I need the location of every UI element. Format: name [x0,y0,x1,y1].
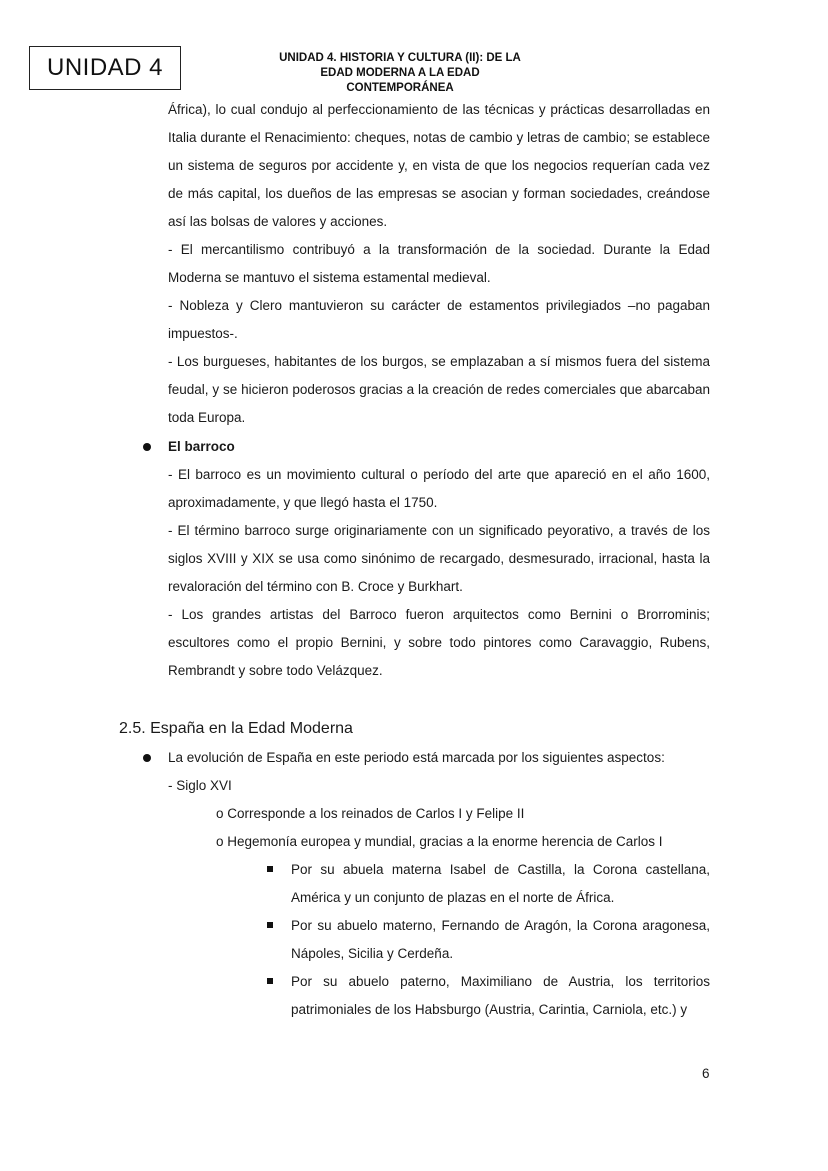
barroco-heading: El barroco [168,439,235,454]
title-line-1: UNIDAD 4. HISTORIA Y CULTURA (II): DE LA [279,52,521,64]
section-intro: La evolución de España en este periodo está marcada por los siguientes aspectos: [168,750,665,765]
sub-item-hegemonia: o Hegemonía europea y mundial, gracias a la enorme herencia de Carlos I [216,834,663,849]
section-title: 2.5. España en la Edad Moderna [119,720,353,737]
unit-label: UNIDAD 4 [46,54,164,81]
title-line-3: CONTEMPORÁNEA [346,82,454,94]
bullet-dot [143,443,151,451]
title-line-2: EDAD MODERNA A LA EDAD [320,67,480,79]
paragraph-mercantilismo: - El mercantilismo contribuyó a la transformación de la sociedad. Durante la Edad Moderna se mantuvo el sistema estamental medieval. [168,242,710,285]
bullet-dot [143,754,151,762]
paragraph-barroco-2: - El término barroco surge originariamente con un significado peyorativo, a través de los siglos XVIII y XIX se usa como sinónimo de recargado, desmesurado, irracional, hasta la revaloración del término con B. Croce y Burkhart. [168,523,710,594]
page-number: 6 [702,1066,710,1081]
unit-label-box [29,46,181,90]
document-title [262,51,538,96]
paragraph-nobleza: - Nobleza y Clero mantuvieron su carácter de estamentos privilegiados –no pagaban impuestos-. [168,298,710,341]
square-bullet [267,922,273,928]
herencia-austria: Por su abuelo paterno, Maximiliano de Austria, los territorios patrimoniales de los Habsburgo (Austria, Carintia, Carniola, etc.) y [291,974,710,1017]
siglo-xvi: - Siglo XVI [168,778,232,793]
herencia-aragon: Por su abuelo materno, Fernando de Aragón, la Corona aragonesa, Nápoles, Sicilia y Cerdeña. [291,918,710,961]
paragraph-barroco-3: - Los grandes artistas del Barroco fueron arquitectos como Bernini o Brorrominis; escultores como el propio Bernini, y sobre todo pintores como Caravaggio, Rubens, Rembrandt y sobre todo Velázquez. [168,607,710,678]
paragraph-burgueses: - Los burgueses, habitantes de los burgos, se emplazaban a sí mismos fuera del sistema feudal, y se hicieron poderosos gracias a la creación de redes comerciales que abarcaban toda Europa. [168,354,710,425]
paragraph-commerce: África), lo cual condujo al perfeccionamiento de las técnicas y prácticas desarrolladas en Italia durante el Renacimiento: cheques, notas de cambio y letras de cambio; se establece un sistema de seguros por accidente y, en vista de que los negocios requerían cada vez de más capital, los dueños de las empresas se asocian y forman sociedades, creándose así las bolsas de valores y acciones. [168,102,710,229]
sub-item-reinados: o Corresponde a los reinados de Carlos I y Felipe II [216,806,525,821]
square-bullet [267,978,273,984]
paragraph-barroco-1: - El barroco es un movimiento cultural o período del arte que apareció en el año 1600, aproximadamente, y que llegó hasta el 1750. [168,467,710,510]
square-bullet [267,866,273,872]
herencia-castilla: Por su abuela materna Isabel de Castilla, la Corona castellana, América y un conjunto de plazas en el norte de África. [291,862,710,905]
